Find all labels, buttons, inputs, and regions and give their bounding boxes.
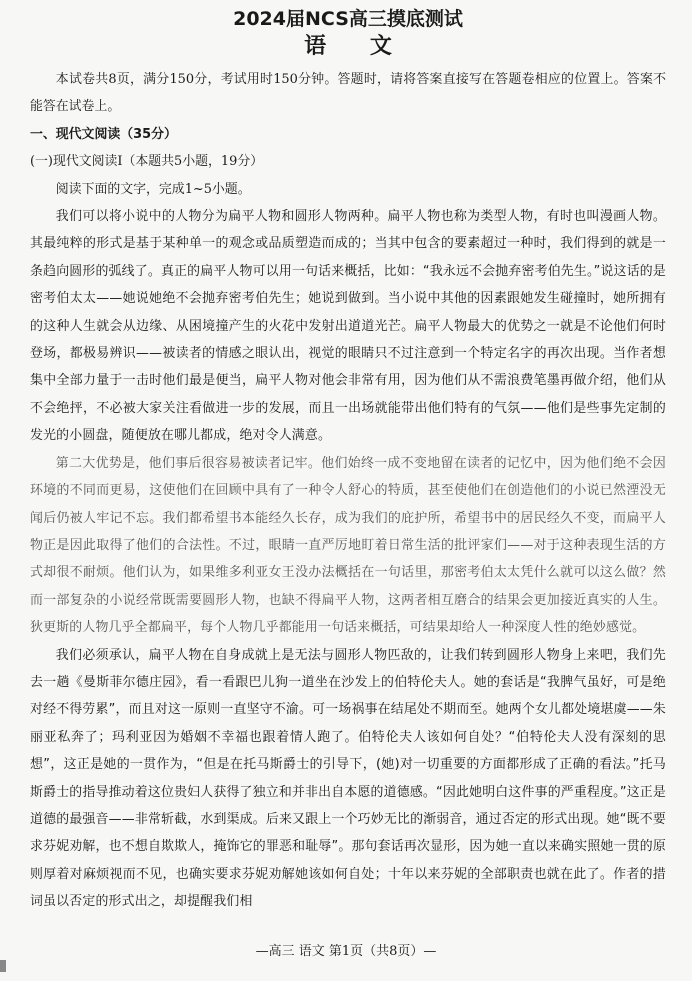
- reading-prompt: 阅读下面的文字，完成1~5小题。: [55, 181, 251, 197]
- subject-title: 语 文: [304, 34, 410, 59]
- passage-paragraph-1: 我们可以将小说中的人物分为扁平人物和圆形人物两种。扁平人物也称为类型人物，有时也叫漫画人物。其最纯粹的形式是基于某种单一的观念或品质塑造而成的；当其中包含的要素超过一种时，我们得到的就是一条趋向圆形的弧线了。真正的扁平人物可以用一句话来概括，比如：“我永远不会抛弃密考伯先生。”说这话的是密考伯太太——她说她绝不会抛弃密考伯先生；她说到做到。当小说中其他的因素跟她发生碰撞时，她所拥有的这种人生就会从边缘、从困境撞产生的火花中发射出道道光芒。扁平人物最大的优势之一就是不论他们何时登场，都极易辨识——被读者的情感之眼认出，视觉的眼睛只不过注意到一个特定名字的再次出现。当作者想集中全部力量于一击时他们最是便当，扁平人物对他会非常有用，因为他们从不需浪费笔墨再做介绍，他们从不会绝抨，不必被大家关注看做进一步的发展，而且一出场就能带出他们特有的气氛——他们是些事先定制的发光的小圆盘，随便放在哪儿都成，绝对令人满意。: [30, 209, 666, 444]
- section-title: 一、现代文阅读（35分）: [30, 126, 177, 142]
- subsection-title: (一)现代文阅读Ⅰ（本题共5小题，19分）: [30, 154, 264, 170]
- scan-corner-mark: [0, 960, 6, 972]
- exam-title: 2024届NCS高三摸底测试: [233, 8, 463, 30]
- passage-paragraph-2: 第二大优势是，他们事后很容易被读者记牢。他们始终一成不变地留在读者的记忆中，因为他们绝不会因环境的不同而更易，这使他们在回顾中具有了一种令人舒心的特质，甚至使他们在创造他们的小说已然湮没无闻后仍被人牢记不忘。我们都希望书本能经久长存，成为我们的庇护所，希望书中的居民经久不变，而扁平人物正是因此取得了他们的合法性。不过，眼睛一直严厉地盯着日常生活的批评家们——对于这种表现生活的方式却很不耐烦。他们认为，如果维多利亚女王没办法概括在一句话里，那密考伯太太凭什么就可以这么做？然而一部复杂的小说经常既需要圆形人物，也缺不得扁平人物，这两者相互磨合的结果会更加接近真实的人生。狄更斯的人物几乎全都扁平，每个人物几乎都能用一句话来概括，可结果却给人一种深度人性的绝妙感觉。: [30, 455, 666, 636]
- page-footer: —高三 语文 第1页（共8页）—: [255, 944, 437, 959]
- instructions: 本试卷共8页，满分150分，考试用时150分钟。答题时，请将答案直接写在答题卷相应的位置上。答案不能答在试卷上。: [30, 72, 666, 115]
- passage-paragraph-3: 我们必须承认，扁平人物在自身成就上是无法与圆形人物匹敌的，让我们转到圆形人物身上来吧，我们先去一趟《曼斯菲尔德庄园》，看一看跟巴儿狗一道坐在沙发上的伯特伦夫人。她的套话是“我脾气虽好，可是绝对经不得劳累”，而且对这一原则一直坚守不渝。可一场祸事在结尾处不期而至。她两个女儿都处境堪虞——朱丽亚私奔了；玛利亚因为婚姻不幸福也跟着情人跑了。伯特伦夫人该如何自处？“伯特伦夫人没有深刻的思想”，这正是她的一贯作为，“但是在托马斯爵士的引导下，(她)对一切重要的方面都形成了正确的看法。”托马斯爵士的指导推动着这位贵妇人获得了独立和并非出自本愿的道德感。“因此她明白这件事的严重程度。”这正是道德的最强音——非常斩截，水到渠成。后来又跟上一个巧妙无比的渐弱音，通过否定的形式出现。她“既不要求芬妮劝解，也不想自欺欺人，掩饰它的罪恶和耻辱”。那句套话再次显形，因为她一直以来确实照她一贯的原则厚着对麻烦视而不见，也确实要求芬妮劝解她该如何自处；十年以来芬妮的全部职责也就在此了。作者的措词虽以否定的形式出之，却提醒我们相: [30, 647, 666, 910]
